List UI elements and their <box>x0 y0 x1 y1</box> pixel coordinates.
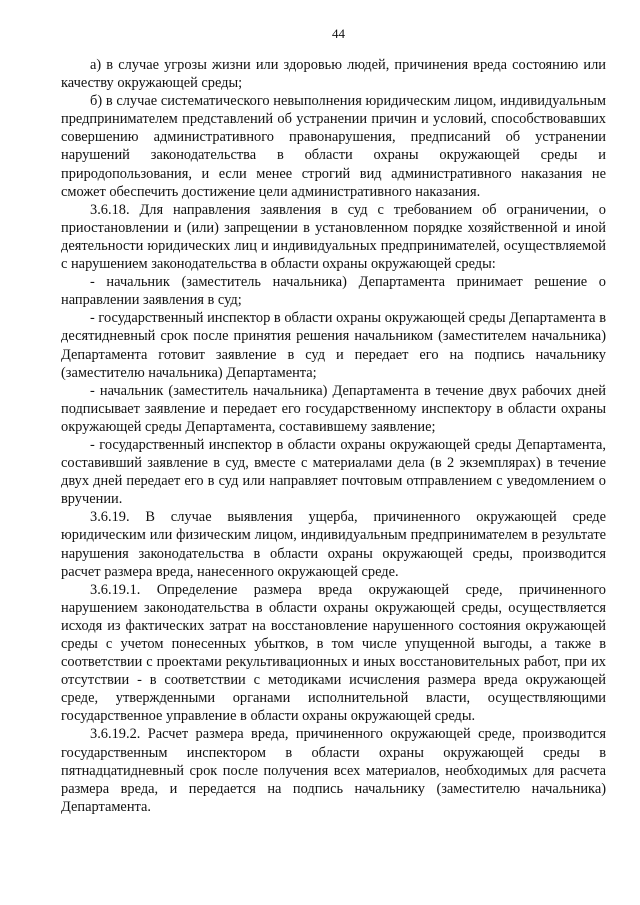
list-item: - начальник (заместитель начальника) Департамента принимает решение о направлении заявления в суд; <box>61 274 606 309</box>
list-item: - начальник (заместитель начальника) Департамента в течение двух рабочих дней подписывает заявление и передает его государственному инспектору в области охраны окружающей среды Департамента, составившему заявление; <box>61 382 606 435</box>
paragraph-3-6-18: 3.6.18. Для направления заявления в суд с требованием об ограничении, о приостановлении и (или) запрещении в установленном порядке хозяйственной и иной деятельности юридических лиц и индивидуальных предпринимателей, осуществляемой с нарушением законодательства в области охраны окружающей среды: <box>61 201 606 273</box>
list-item: - государственный инспектор в области охраны окружающей среды Департамента, составивший заявление в суд, вместе с материалами дела (в 2 экземплярах) в течение двух дней передает его в суд или направляет почтовым отправлением с уведомлением о вручении. <box>61 436 606 508</box>
paragraph-3-6-19-2: 3.6.19.2. Расчет размера вреда, причиненного окружающей среде, производится государственным инспектором в области охраны окружающей среды в пятнадцатидневный срок после получения всех материалов, необходимых для расчета размера вреда, и передается на подпись начальнику (заместителю начальника) Департамента. <box>61 726 606 815</box>
paragraph-3-6-19-1: 3.6.19.1. Определение размера вреда окружающей среде, причиненного нарушением законодательства в области охраны окружающей среды, осуществляется исходя из фактических затрат на восстановление нарушенного состояния окружающей среды с учетом понесенных убытков, в том числе упущенной выгоды, а также в соответствии с проектами рекультивационных и иных восстановительных работ, при их отсутствии - в соответствии с методиками исчисления размера вреда окружающей среде, утвержденными органами исполнительной власти, осуществляющими государственное управление в области охраны окружающей среды. <box>61 581 606 725</box>
paragraph-item-b: б) в случае систематического невыполнения юридическим лицом, индивидуальным предпринимателем представлений об устранении причин и условий, способствовавших совершению административного правонарушения, предписаний об устранении нарушений законодательства в области охраны окружающей среды и природопользования, и если менее строгий вид административного наказания не сможет обеспечить достижение цели административного наказания. <box>61 93 606 200</box>
list-item: - государственный инспектор в области охраны окружающей среды Департамента в десятидневный срок после принятия решения начальником (заместителем начальника) Департамента готовит заявление в суд и передает его на подпись начальнику (заместителю начальника) Департамента; <box>61 310 606 381</box>
paragraph-3-6-19: 3.6.19. В случае выявления ущерба, причиненного окружающей среде юридическим или физическим лицом, индивидуальным предпринимателем в результате нарушения законодательства в области охраны окружающей среды, производится расчет размера вреда, нанесенного окружающей среде. <box>61 509 606 580</box>
page-number: 44 <box>332 26 345 41</box>
document-body <box>61 56 606 816</box>
paragraph-item-a: а) в случае угрозы жизни или здоровью людей, причинения вреда состоянию или качеству окружающей среды; <box>61 57 606 92</box>
